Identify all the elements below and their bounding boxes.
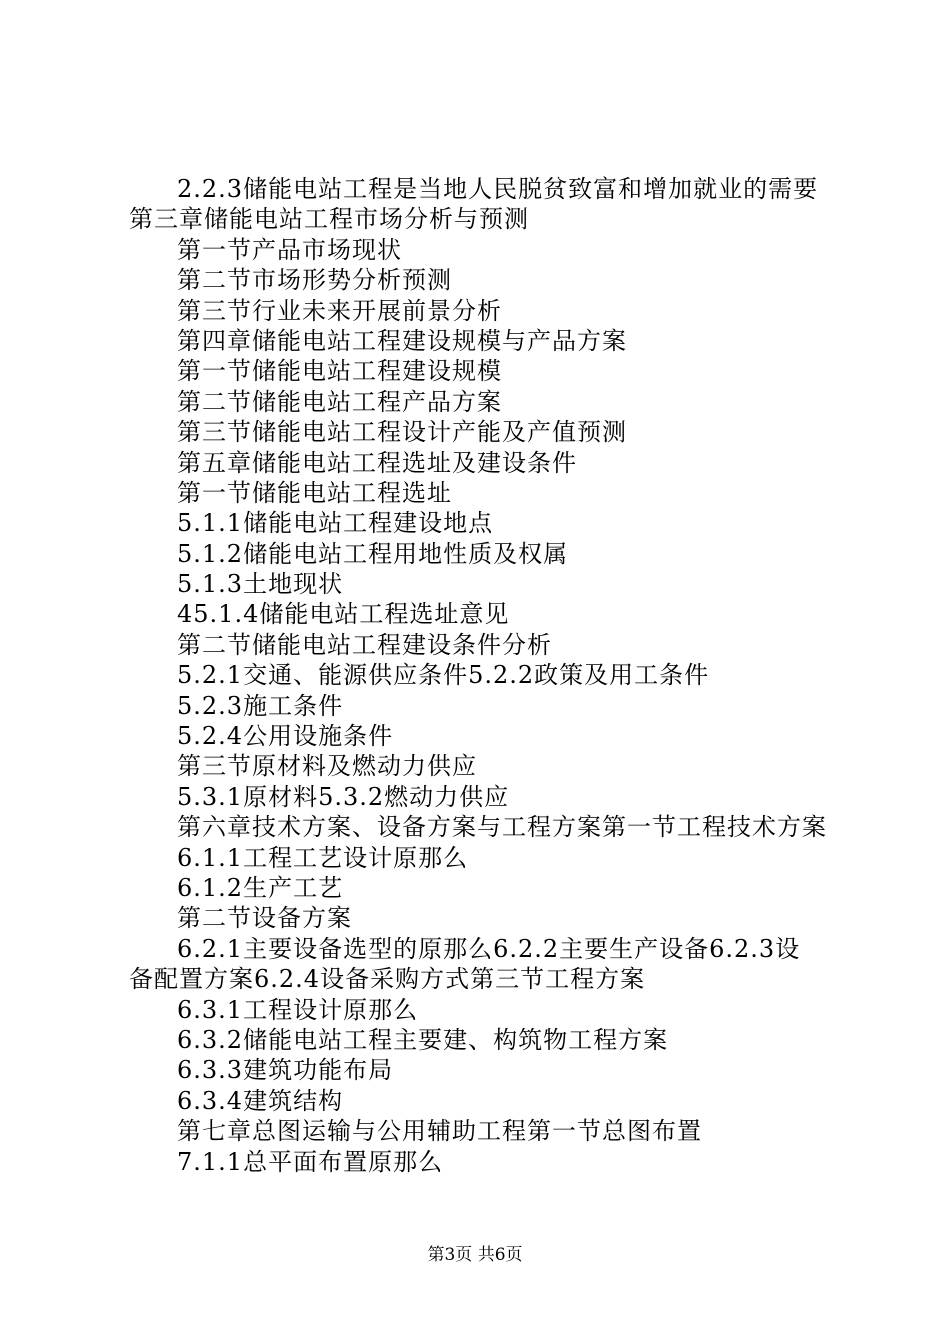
document-line: 5.1.3土地现状 <box>177 570 344 599</box>
document-line: 5.3.1原材料5.3.2燃动力供应 <box>177 782 510 811</box>
document-line: 7.1.1总平面布置原那么 <box>177 1147 444 1176</box>
document-line: 第五章储能电站工程选址及建设条件 <box>177 448 577 477</box>
document-line: 第二节市场形势分析预测 <box>177 266 452 295</box>
document-line: 6.1.2生产工艺 <box>177 873 344 902</box>
document-line: 5.2.4公用设施条件 <box>177 722 394 751</box>
document-line: 备配置方案6.2.4设备采购方式第三节工程方案 <box>129 965 646 994</box>
document-line: 第三章储能电站工程市场分析与预测 <box>129 205 529 234</box>
page-footer: 第3页 共6页 <box>427 1245 523 1265</box>
document-line: 第三节行业未来开展前景分析 <box>177 296 502 325</box>
document-line: 6.3.1工程设计原那么 <box>177 995 419 1024</box>
document-line: 5.1.1储能电站工程建设地点 <box>177 509 494 538</box>
document-line: 第二节储能电站工程产品方案 <box>177 387 502 416</box>
document-line: 第一节储能电站工程选址 <box>177 478 452 507</box>
document-body <box>129 174 849 1177</box>
document-line: 第三节原材料及燃动力供应 <box>177 752 477 781</box>
document-line: 6.1.1工程工艺设计原那么 <box>177 843 469 872</box>
document-line: 6.3.2储能电站工程主要建、构筑物工程方案 <box>177 1025 669 1054</box>
document-line: 6.3.3建筑功能布局 <box>177 1056 394 1085</box>
document-line: 第六章技术方案、设备方案与工程方案第一节工程技术方案 <box>177 813 827 842</box>
document-line: 6.2.1主要设备选型的原那么6.2.2主要生产设备6.2.3设 <box>177 934 801 963</box>
document-line: 第二节储能电站工程建设条件分析 <box>177 630 552 659</box>
document-line: 第一节产品市场现状 <box>177 235 402 264</box>
document-line: 5.2.1交通、能源供应条件5.2.2政策及用工条件 <box>177 661 710 690</box>
document-line: 2.2.3储能电站工程是当地人民脱贫致富和增加就业的需要 <box>177 175 819 203</box>
document-line: 第二节设备方案 <box>177 904 352 933</box>
document-line: 第四章储能电站工程建设规模与产品方案 <box>177 326 627 355</box>
document-line: 5.1.2储能电站工程用地性质及权属 <box>177 539 569 568</box>
document-line: 第三节储能电站工程设计产能及产值预测 <box>177 418 627 447</box>
document-line: 45.1.4储能电站工程选址意见 <box>177 600 510 629</box>
document-line: 5.2.3施工条件 <box>177 691 344 720</box>
document-line: 第一节储能电站工程建设规模 <box>177 357 502 386</box>
document-line: 6.3.4建筑结构 <box>177 1086 344 1115</box>
document-line: 第七章总图运输与公用辅助工程第一节总图布置 <box>177 1117 702 1146</box>
